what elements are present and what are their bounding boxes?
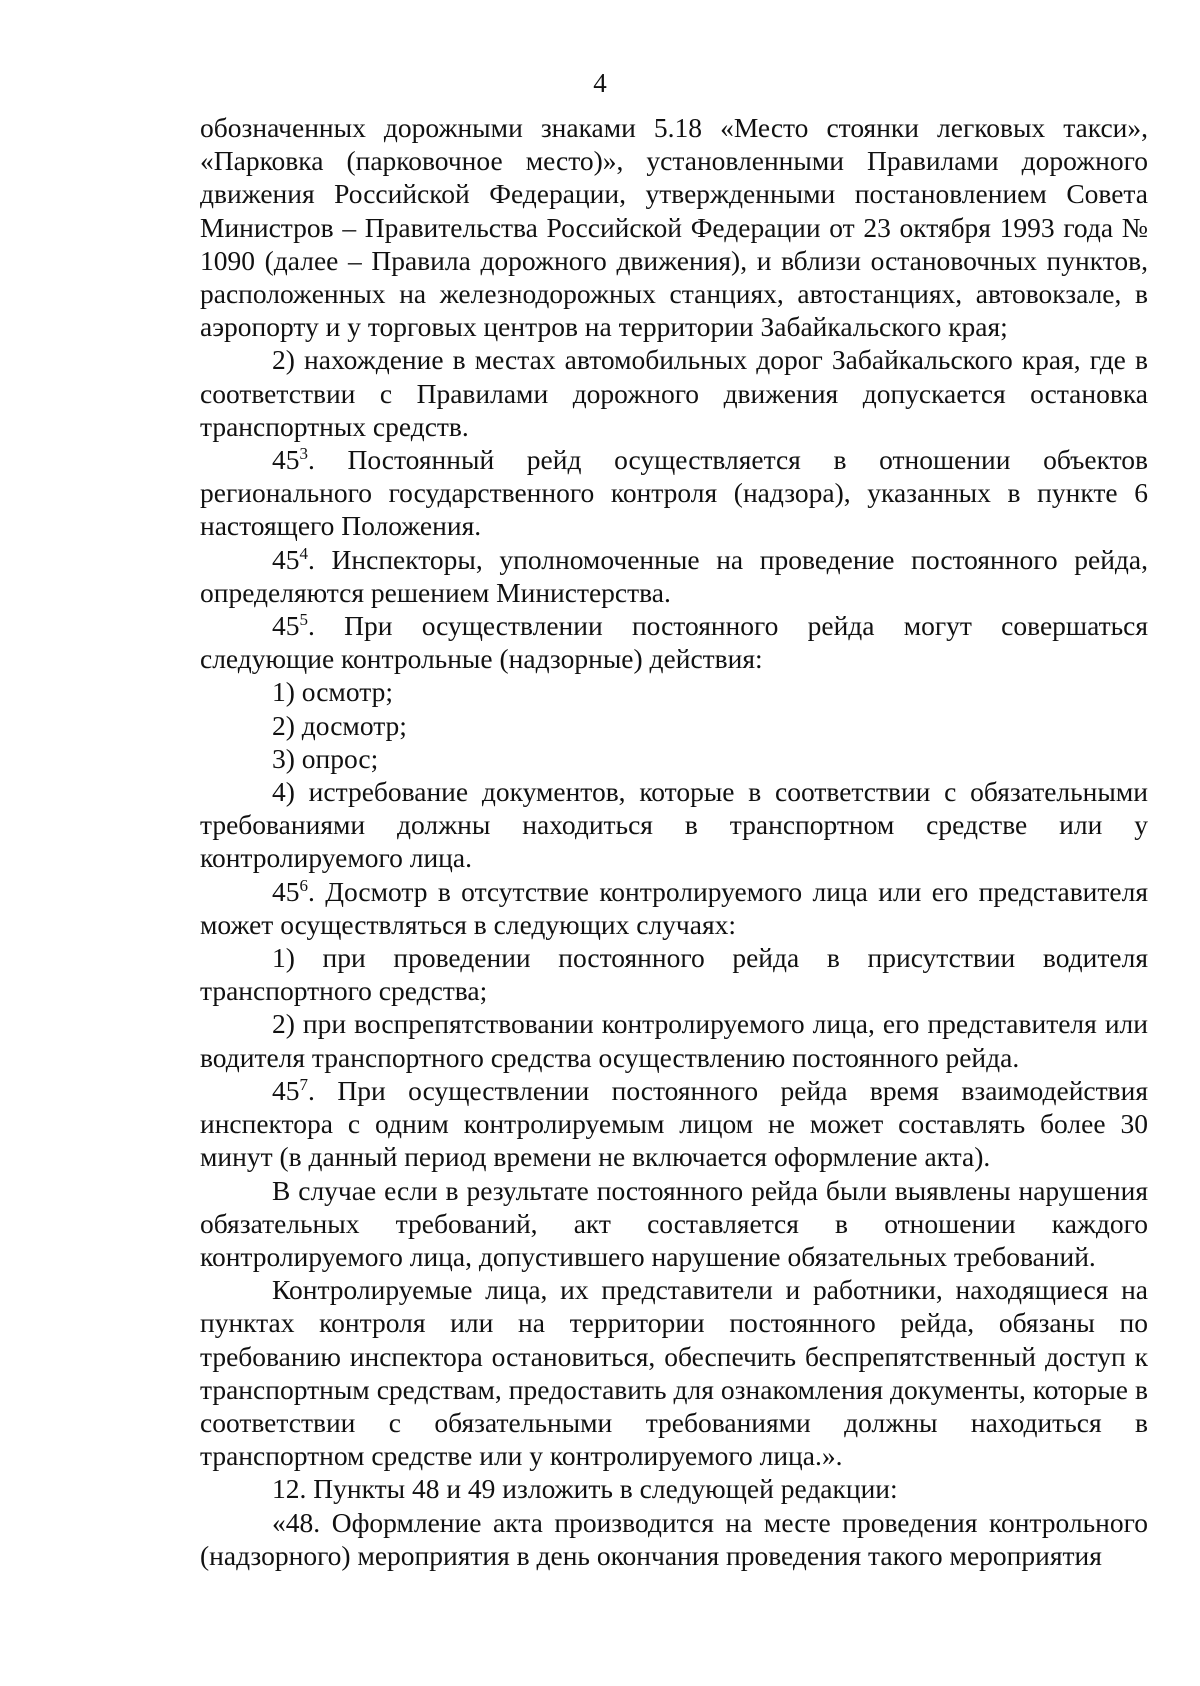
clause-superscript: 3 — [299, 443, 308, 463]
paragraph: $45^7$. При осуществлении постоянного рейда время взаимодействия инспектора с одним контролируемым лицом не может составлять более 30 минут (в данный период времени не включается оформление акта). — [200, 1074, 1148, 1173]
list-item: 1) осмотр; — [272, 676, 393, 708]
page-number: 4 — [593, 68, 607, 98]
paragraph: $45^6$. Досмотр в отсутствие контролируемого лица или его представителя может осуществляться в следующих случаях: — [200, 875, 1148, 940]
clause-superscript: 7 — [299, 1074, 308, 1094]
list-item: 4) истребование документов, которые в соответствии с обязательными требованиями должны находиться в транспортном средстве или у контролируемого лица. — [200, 776, 1148, 874]
paragraph: $45^4$. Инспекторы, уполномоченные на проведение постоянного рейда, определяются решением Министерства. — [200, 543, 1148, 608]
paragraph: $45^5$. При осуществлении постоянного рейда могут совершаться следующие контрольные (надзорные) действия: — [200, 609, 1148, 675]
clause-number: 45 — [272, 444, 300, 476]
clause-superscript: 6 — [299, 875, 308, 895]
paragraph: «48. Оформление акта производится на месте проведения контрольного (надзорного) мероприятия в день окончания проведения такого мероприятия — [200, 1506, 1148, 1571]
document-body — [200, 111, 1148, 1572]
paragraph: $45^3$. Постоянный рейд осуществляется в отношении объектов регионального государственного контроля (надзора), указанных в пункте 6 настоящего Положения. — [200, 443, 1148, 542]
clause-number: 45 — [272, 875, 300, 907]
list-item: 2) досмотр; — [272, 709, 407, 741]
list-item: 2) при воспрепятствовании контролируемого лица, его представителя или водителя транспортного средства осуществлению постоянного рейда. — [200, 1008, 1148, 1073]
clause-superscript: 4 — [299, 543, 308, 563]
clause-superscript: 5 — [299, 609, 308, 629]
paragraph: Контролируемые лица, их представители и работники, находящиеся на пунктах контроля или на территории постоянного рейда, обязаны по требованию инспектора остановиться, обеспечить беспрепятственный доступ к транспортным средствам, предоставить для ознакомления документы, которые в соответствии с обязательными требованиями должны находиться в транспортном средстве или у контролируемого лица.». — [200, 1274, 1148, 1472]
clause-number: 45 — [272, 543, 300, 575]
paragraph: 2) нахождение в местах автомобильных дорог Забайкальского края, где в соответствии с Правилами дорожного движения допускается остановка транспортных средств. — [200, 344, 1148, 442]
paragraph: обозначенных дорожными знаками 5.18 «Место стоянки легковых такси», «Парковка (парковочное место)», установленными Правилами дорожного движения Российской Федерации, утвержденными постановлением Совета Министров – Правительства Российской Федерации от 23 октября 1993 года № 1090 (далее – Правила дорожного движения), и вблизи остановочных пунктов, расположенных на железнодорожных станциях, автостанциях, автовокзале, в аэропорту и у торговых центров на территории Забайкальского края; — [200, 112, 1148, 343]
clause-number: 45 — [272, 1074, 300, 1106]
list-item: 1) при проведении постоянного рейда в присутствии водителя транспортного средства; — [200, 942, 1148, 1007]
paragraph: 12. Пункты 48 и 49 изложить в следующей редакции: — [272, 1473, 898, 1505]
paragraph: В случае если в результате постоянного рейда были выявлены нарушения обязательных требований, акт составляется в отношении каждого контролируемого лица, допустившего нарушение обязательных требований. — [200, 1174, 1148, 1272]
clause-number: 45 — [272, 610, 300, 642]
list-item: 3) опрос; — [272, 742, 379, 774]
